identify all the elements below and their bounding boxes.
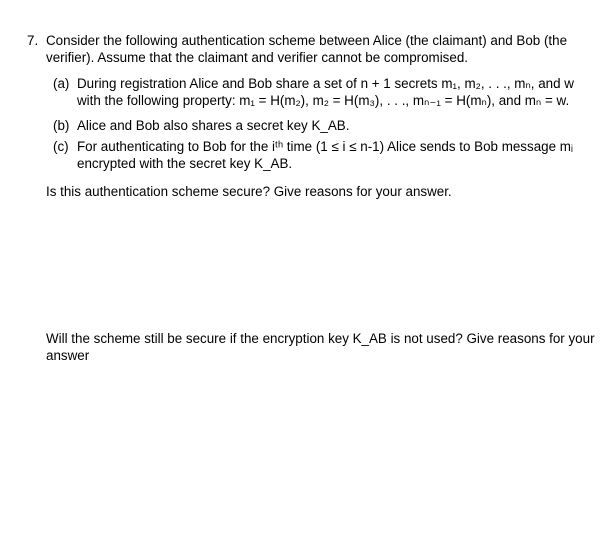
item-a-line-1: During registration Alice and Bob share a set of n + 1 secrets m₁, m₂, . . ., mₙ, and w (77, 76, 574, 91)
item-c-line-2: encrypted with the secret key K_AB. (77, 156, 293, 171)
question-prompt-security: Is this authentication scheme secure? Give reasons for your answer. (46, 184, 452, 199)
question-prompt-no-key-line-1: Will the scheme still be secure if the encryption key K_AB is not used? Give reasons for your (46, 331, 595, 346)
question-intro-line-1: Consider the following authentication scheme between Alice (the claimant) and Bob (the (46, 33, 568, 48)
item-c-label: (c) (53, 139, 69, 154)
question-intro-line-2: verifier). Assume that the claimant and verifier cannot be compromised. (46, 50, 468, 65)
item-b-label: (b) (53, 118, 70, 133)
question-prompt-no-key-line-2: answer (46, 348, 90, 363)
item-a-label: (a) (53, 76, 70, 91)
item-b-line-1: Alice and Bob also shares a secret key K_AB. (77, 118, 350, 133)
item-c-line-1: For authenticating to Bob for the iᵗʰ time (1 ≤ i ≤ n-1) Alice sends to Bob message mᵢ (77, 139, 574, 154)
item-a-line-2: with the following property: m₁ = H(m₂), m₂ = H(m₃), . . ., mₙ₋₁ = H(mₙ), and mₙ = w. (77, 93, 570, 108)
question-number: 7. (27, 33, 39, 48)
